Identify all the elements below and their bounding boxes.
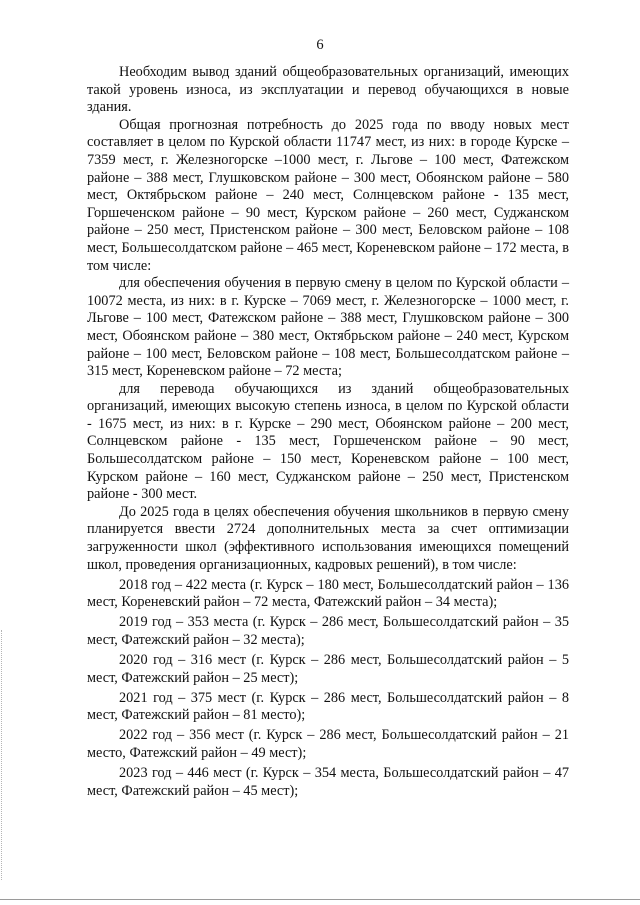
scan-edge-mark: [1, 630, 2, 880]
paragraph-optimization: До 2025 года в целях обеспечения обучения школьников в первую смену планируется ввести 2724 дополнительных места за счет оптимизации загруженности школ (эффективного использования имеющихся помещений школ, проведения организационных, кадровых решений), в том числе:: [87, 503, 569, 573]
paragraph-relocation: для перевода обучающихся из зданий общеобразовательных организаций, имеющих высокую степень износа, в целом по Курской области - 1675 мест, из них: в г. Курске – 290 мест, Обоянском районе – 200 мест, Солнцевском районе - 135 мест, Горшеченском районе – 90 мест, Большесолдатском районе – 150 мест, Кореневском районе – 100 мест, Курском районе – 160 мест, Суджанском районе – 250 мест, Пристенском районе - 300 мест.: [87, 380, 569, 503]
year-item-2019: 2019 год – 353 места (г. Курск – 286 мест, Большесолдатский район – 35 мест, Фатежский район – 32 места);: [87, 614, 569, 648]
paragraph-demolition: Необходим вывод зданий общеобразовательных организаций, имеющих такой уровень износа, из эксплуатации и перевод обучающихся в новые здания.: [87, 64, 569, 116]
year-item-2023: 2023 год – 446 мест (г. Курск – 354 места, Большесолдатский район – 47 мест, Фатежский район – 45 мест);: [87, 765, 569, 799]
scan-bottom-edge: [0, 899, 640, 900]
year-item-2018: 2018 год – 422 места (г. Курск – 180 мест, Большесолдатский район – 136 мест, Кореневский район – 72 места, Фатежский район – 34 места);: [87, 576, 569, 611]
paragraph-first-shift: для обеспечения обучения в первую смену в целом по Курской области – 10072 места, из них: в г. Курске – 7069 мест, г. Железногорске – 1000 мест, г. Льгове – 100 мест, Фатежском районе – 388 мест, Глушковском районе – 300 мест, Обоянском районе – 380 мест, Октябрьском районе – 240 мест, Курском районе – 100 мест, Беловском районе – 108 мест, Большесолдатском районе – 315 мест, Кореневском районе – 72 места;: [87, 275, 569, 380]
year-item-2020: 2020 год – 316 мест (г. Курск – 286 мест, Большесолдатский район – 5 мест, Фатежский район – 25 мест);: [87, 652, 569, 686]
page-number: 6: [316, 37, 324, 53]
paragraph-total-demand: Общая прогнозная потребность до 2025 года по вводу новых мест составляет в целом по Курской области 11747 мест, из них: в городе Курске – 7359 мест, г. Железногорске –1000 мест, г. Льгове – 100 мест, Фатежском районе – 388 мест, Глушковском районе – 300 мест, Обоянском районе – 580 мест, Октябрьском районе – 240 мест, Солнцевском районе - 135 мест, Горшеченском районе – 90 мест, Курском районе – 260 мест, Суджанском районе – 250 мест, Пристенском районе – 300 мест, Беловском районе – 108 мест, Большесолдатском районе – 465 мест, Кореневском районе – 172 места, в том числе:: [87, 116, 569, 274]
year-item-2021: 2021 год – 375 мест (г. Курск – 286 мест, Большесолдатский район – 8 мест, Фатежский район – 81 место);: [87, 689, 569, 724]
document-body: [87, 64, 569, 800]
year-item-2022: 2022 год – 356 мест (г. Курск – 286 мест, Большесолдатский район – 21 место, Фатежский район – 49 мест);: [87, 727, 569, 762]
